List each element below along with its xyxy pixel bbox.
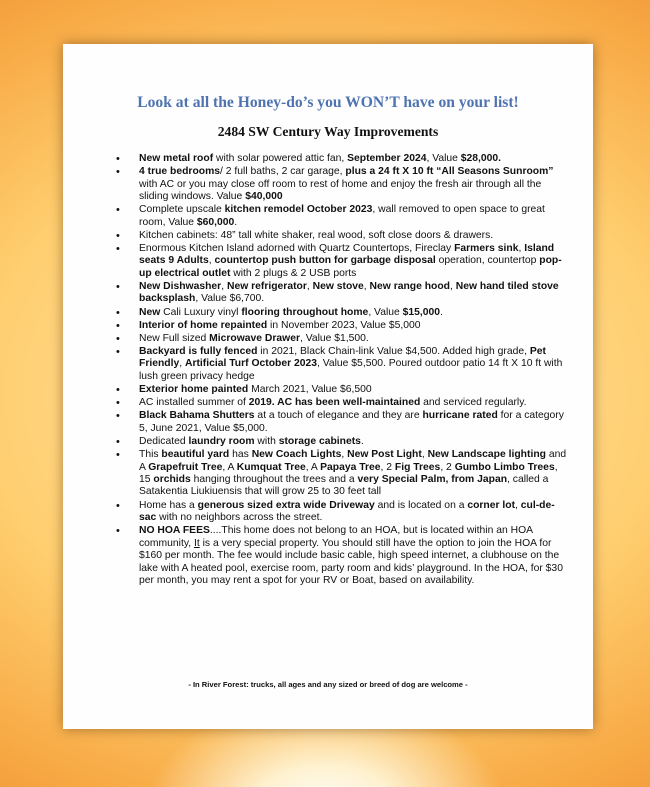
list-item-text: New Full sized <box>139 332 210 344</box>
list-item-text: , 2 <box>440 461 455 473</box>
list-item-text: 4 true bedrooms <box>139 166 221 178</box>
list-item-text: New Coach Lights <box>251 449 342 461</box>
list-item-text: New hand tiled stove backsplash <box>139 280 559 305</box>
bullet-icon: • <box>116 229 120 242</box>
list-item-text: . <box>360 435 364 447</box>
list-item <box>116 384 567 397</box>
list-item-text: March 2021, Value $6,500 <box>248 384 372 396</box>
list-item-text: , A <box>305 461 321 473</box>
list-item-text: Enormous Kitchen Island adorned with Quartz Countertops, Fireclay <box>139 242 455 254</box>
list-item-text: New Landscape lighting <box>427 449 546 461</box>
improvements-list <box>111 153 567 588</box>
list-item-text: beautiful yard <box>161 449 230 461</box>
list-item-text: New Post Light <box>347 449 422 461</box>
list-item-text: , called a Satakentia Liukiuensis that will grow 25 to 30 feet tall <box>139 473 549 498</box>
list-item-text: Dedicated <box>139 435 189 447</box>
list-item-text: New Dishwasher <box>139 280 222 292</box>
list-item-text: with 2 plugs & 2 USB ports <box>230 267 357 279</box>
bullet-icon: • <box>116 332 120 345</box>
list-item-text: , Value $6,700. <box>195 293 265 305</box>
list-item-text: / 2 full baths, 2 car garage, <box>220 166 346 178</box>
list-item-text: Exterior home painted <box>139 384 249 396</box>
list-item-text: cul-de-sac <box>139 499 555 523</box>
list-item-text: Kitchen cabinets: 48” tall white shaker, real wood, soft close doors & drawers. <box>139 229 494 241</box>
list-item <box>116 153 567 165</box>
list-item-text: , <box>208 255 215 267</box>
list-item-text: It <box>194 537 200 549</box>
list-item <box>116 397 567 410</box>
list-item-text: storage cabinets <box>278 435 361 447</box>
list-item-text: Backyard is fully fenced <box>139 345 258 357</box>
list-item-text: for a category 5, June 2021, Value $5,000. <box>139 410 564 434</box>
bullet-icon: • <box>116 319 120 332</box>
list-item-text: very Special Palm, from Japan <box>357 473 508 485</box>
list-item-text: This <box>139 449 162 461</box>
list-item <box>116 345 567 383</box>
list-item-text: , <box>221 280 227 292</box>
list-item-text: has <box>229 449 252 461</box>
list-item-text: orchids <box>153 473 191 485</box>
list-item-text: with solar powered attic fan, <box>213 153 348 164</box>
list-item-text: at a touch of elegance and they are <box>254 410 423 422</box>
list-item-text: September 2024 <box>347 153 427 164</box>
list-item-text: and is located on a <box>374 499 468 511</box>
bullet-icon: • <box>116 435 120 448</box>
list-item-text: Complete upscale <box>139 204 225 216</box>
list-item <box>116 166 567 203</box>
list-item-text: , <box>421 449 428 461</box>
list-item-text: , Value $1,500. <box>299 332 369 344</box>
bullet-icon: • <box>116 166 120 179</box>
list-item-text: Island seats 9 Adults <box>139 242 555 267</box>
list-item-text: , Value $5,500. Poured outdoor patio 14 ft X 10 ft with lush green privacy hedge <box>139 358 563 382</box>
list-item-text: Gumbo Limbo Trees <box>454 461 555 473</box>
list-item <box>116 280 567 306</box>
subtitle: 2484 SW Century Way Improvements <box>217 124 439 139</box>
list-item-text: ....This home does not belong to an HOA, but is located within an HOA community, <box>139 525 533 549</box>
list-item-text: , Value <box>426 153 461 164</box>
list-item-text: in November 2023, Value $5,000 <box>267 319 421 331</box>
list-item-text: , <box>306 280 313 292</box>
list-item-text: hanging throughout the trees and a <box>190 473 358 485</box>
bullet-icon: • <box>116 397 120 410</box>
list-item-text: plus a 24 ft X 10 ft “All Seasons Sunroom” <box>345 166 554 178</box>
list-item-text: Black Bahama Shutters <box>139 410 255 422</box>
list-item-text: $60,000 <box>196 216 235 228</box>
list-item-text: is a very special property. You should still have the option to join the HOA for $160 per month. The fee would include basic cable, high speed internet, a clubhouse on the lake with A heated pool, exercise room, party room and kids’ playground. In the HOA, for $30 per month, you may rent a spot for your RV or Boat, based on availability. <box>139 537 563 586</box>
list-item-text: Kumquat Tree <box>236 461 306 473</box>
list-item-text: pop-up electrical outlet <box>139 255 562 279</box>
list-item-text: with <box>254 435 279 447</box>
list-item-text: $40,000 <box>245 191 283 203</box>
list-item-text: , 2 <box>380 461 395 473</box>
flyer-page <box>63 44 593 729</box>
list-item-text: AC installed summer of <box>139 397 249 409</box>
bullet-icon: • <box>116 499 120 512</box>
list-item-text: Artificial Turf October 2023 <box>184 358 317 370</box>
list-item-text: Interior of home repainted <box>139 319 268 331</box>
list-item-text: Microwave Drawer <box>209 332 300 344</box>
list-item-text: hurricane rated <box>422 410 498 422</box>
bullet-icon: • <box>116 204 120 217</box>
list-item-text: New refrigerator <box>226 280 307 292</box>
list-item <box>116 229 567 242</box>
list-item-text: in 2021, Black Chain-link Value $4,500. Added high grade, <box>257 345 530 357</box>
list-item-text: New <box>139 306 161 318</box>
list-item-text: generous sized extra wide Driveway <box>197 499 375 511</box>
list-item-text: Cali Luxury vinyl <box>160 306 242 318</box>
list-item <box>116 242 567 280</box>
list-item-text: , <box>515 499 521 511</box>
list-item-text: Papaya Tree <box>320 461 381 473</box>
list-item-text: , wall removed to open space to great room, Value <box>139 204 545 228</box>
list-item-text: , <box>518 242 525 254</box>
bullet-icon: • <box>116 306 120 319</box>
list-item-text: Pet Friendly <box>139 345 546 370</box>
list-item <box>116 525 567 587</box>
list-item <box>116 449 567 499</box>
list-item-text: New metal roof <box>139 153 214 164</box>
list-item-text: Grapefruit Tree <box>148 461 223 473</box>
list-item-text: , <box>179 358 185 370</box>
list-item-text: with no neighbors across the street. <box>156 512 323 523</box>
bullet-icon: • <box>116 345 120 358</box>
list-item-text: , 15 <box>139 461 558 485</box>
bullet-icon: • <box>116 384 120 397</box>
headline: Look at all the Honey-do’s you WON’T have on your list! <box>137 94 519 111</box>
list-item <box>116 410 567 435</box>
list-item <box>116 332 567 345</box>
bullet-icon: • <box>116 449 120 462</box>
list-item <box>116 435 567 448</box>
list-item <box>116 499 567 525</box>
list-item-text: Fig Trees <box>394 461 441 473</box>
list-item-text: , <box>450 280 456 292</box>
list-item-text: Home has a <box>139 499 198 511</box>
bullet-icon: • <box>116 280 120 293</box>
list-item <box>116 306 567 319</box>
list-item-text: New stove <box>312 280 364 292</box>
bullet-icon: • <box>116 410 120 423</box>
list-item-text: with AC or you may close off room to rest of home and enjoy the fresh air through all the sliding windows. Value <box>139 178 542 203</box>
list-item <box>116 204 567 229</box>
list-item-text: , <box>341 449 348 461</box>
bullet-icon: • <box>116 242 120 255</box>
list-item <box>116 319 567 332</box>
list-item-text: $28,000. <box>460 153 502 164</box>
list-item-text: countertop push button for garbage disposal <box>214 255 436 267</box>
bullet-icon: • <box>116 153 120 165</box>
list-item-text: . <box>234 216 238 228</box>
list-item-text: , Value <box>368 306 403 318</box>
list-item-text: flooring throughout home <box>241 306 369 318</box>
list-item-text: New range hood <box>369 280 451 292</box>
bullet-icon: • <box>116 525 120 538</box>
list-item-text: operation, countertop <box>435 255 540 267</box>
list-item-text: and A <box>139 449 567 473</box>
list-item-text: $15,000 <box>402 306 441 318</box>
list-item-text: . <box>440 306 443 318</box>
list-item-text: corner lot <box>467 499 516 511</box>
footer-note: - In River Forest: trucks, all ages and any sized or breed of dog are welcome - <box>188 680 468 689</box>
list-item-text: and serviced regularly. <box>420 397 527 409</box>
list-item-text: NO HOA FEES <box>139 525 210 537</box>
list-item-text: kitchen remodel October 2023 <box>224 204 373 216</box>
list-item-text: , <box>363 280 370 292</box>
list-item-text: Farmers sink <box>454 242 519 254</box>
list-item-text: laundry room <box>188 435 255 447</box>
list-item-text: 2019. AC has been well-maintained <box>248 397 421 409</box>
list-item-text: , A <box>222 461 237 473</box>
